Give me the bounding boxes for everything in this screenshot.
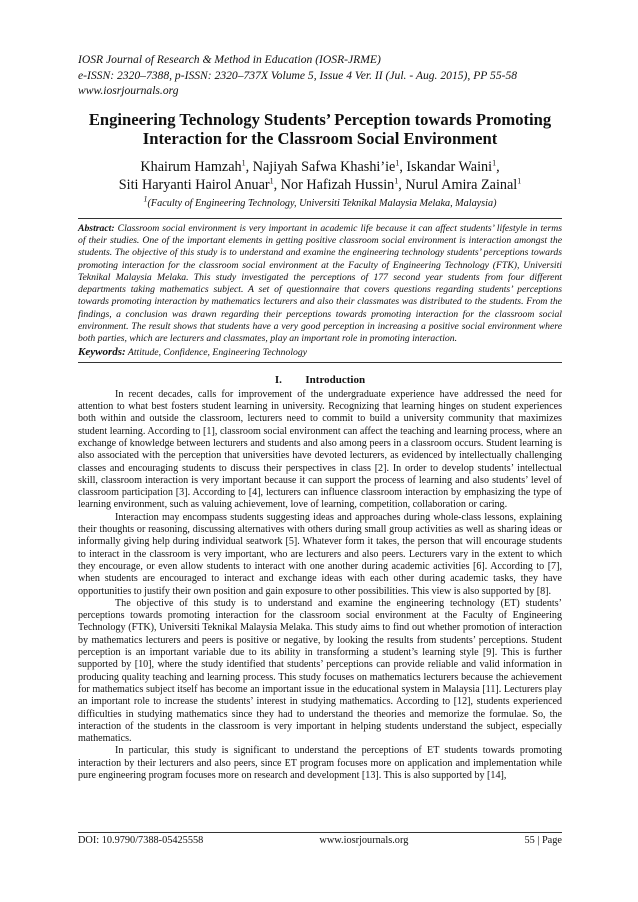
affiliation-text: (Faculty of Engineering Technology, Universiti Teknikal Malaysia Melaka, Malaysia) [147, 197, 497, 209]
author-name: Siti Haryanti Hairol Anuar [118, 177, 270, 194]
footer-page-number: 55 | Page [524, 835, 562, 846]
paper-page [78, 52, 562, 782]
separator: , [399, 158, 407, 175]
journal-header [78, 52, 562, 99]
journal-name: IOSR Journal of Research & Method in Education (IOSR-JRME) [78, 53, 381, 66]
affiliation-marker: 1 [395, 158, 400, 168]
title-line-1: Engineering Technology Students’ Perception towards Promoting [88, 109, 552, 129]
journal-url: www.iosrjournals.org [78, 84, 179, 98]
author-list [78, 158, 562, 195]
footer-rule [78, 832, 562, 833]
separator: , [398, 177, 406, 194]
affiliation-marker: 1 [241, 158, 246, 168]
page-footer [78, 834, 562, 847]
affiliation-marker: 1 [269, 176, 274, 186]
section-number: I. [274, 373, 282, 386]
abstract [78, 223, 562, 346]
keywords [78, 346, 562, 362]
title-line-2: Interaction for the Classroom Social Environment [142, 128, 498, 148]
affiliation-marker: 1 [492, 158, 497, 168]
section-title: Introduction [305, 373, 366, 386]
separator: , [245, 158, 253, 175]
separator: , [273, 177, 281, 194]
abstract-bottom-rule [78, 362, 562, 363]
affiliation-marker: 1 [143, 194, 148, 204]
abstract-top-rule [78, 218, 562, 219]
journal-issn: e-ISSN: 2320–7388, p-ISSN: 2320–737X Volume 5, Issue 4 Ver. II (Jul. - Aug. 2015), PP 55-58 [78, 68, 518, 82]
affiliation-marker: 1 [394, 176, 399, 186]
section-heading [78, 373, 562, 387]
affiliation-marker: 1 [517, 176, 522, 186]
author-name: Iskandar Waini [406, 158, 493, 175]
abstract-label: Abstract: [78, 222, 115, 234]
paragraph: The objective of this study is to understand and examine the engineering technology (ET) students’ perceptions towards promoting interaction for the classroom social environment at the Faculty of Engineering Technology (FTK), Universiti Teknikal Malaysia Melaka. This study aims to find out whether promotion of interaction by mathematics lecturers and peers is positive or negative, by looking the results from students’ perceptions. Student perception is an important variable due to its ability in transforming a student’s learning style [9]. This is further supported by [10], where the study identified that students’ perceptions can provide reliable and valid information in producing quality teaching and learning process. This study focuses on mathematics lecturers because the achievement for mathematics subject itself has become an important issue in the educational system in Malaysia [11]. Lecturers play an important role to increase the students’ interest in studying mathematics. According to [12], students experienced difficulties in studying mathematics since they had to understand the theories and memorize the formulae. So, the interaction of the students in the classroom is very important in helping students understand the subject, especially mathematics. [78, 597, 562, 745]
paragraph: In particular, this study is significant to understand the perceptions of ET students towards promoting interaction by their lecturers and also peers, since ET program focuses more on application and implementation while pure engineering program focuses more on research and development [13]. This is also supported by [14], [78, 745, 562, 781]
author-line-1 [78, 158, 562, 177]
body-text [78, 389, 562, 783]
author-line-2 [78, 176, 562, 195]
footer-doi: DOI: 10.9790/7388-05425558 [78, 835, 204, 846]
keywords-text: Attitude, Confidence, Engineering Technology [127, 347, 308, 359]
author-name: Khairum Hamzah [140, 158, 242, 175]
author-name: Nurul Amira Zainal [405, 177, 518, 194]
paragraph: In recent decades, calls for improvement of the undergraduate experience have addressed the need for attention to what best fosters student learning in university. Recognizing that learning hinges on student experiences both within and outside the classroom, lecturers need to commit to build a university community that maximizes student learning. According to [1], classroom social environment can affect the teaching and learning process, where an exchange of knowledge between lecturers and students and also among peers in a classroom occurs. Student learning is also associated with the perception that universities have devoted lecturers, as evidenced by intellectually challenging classes and encouraging students to discuss their perspectives in class [2]. In order to develop students’ intellectual skill, classroom interaction is very important because it can support the process of learning and also students’ level of classroom participation [3]. According to [4], lecturers can influence classroom interaction by emphasizing the type of learning environment, such as valuing achievement, love of learning, competition, collaboration or caring. [78, 388, 562, 511]
affiliation [78, 194, 562, 210]
footer-site: www.iosrjournals.org [319, 835, 409, 846]
paper-title [78, 110, 562, 148]
keywords-label: Keywords: [78, 346, 126, 359]
author-name: Nor Hafizah Hussin [280, 177, 395, 194]
paragraph: Interaction may encompass students suggesting ideas and approaches during whole-class lessons, explaining their thoughts or reasoning, discussing alternatives with others during small group activities as well as sharing ideas or informally giving help during individual seatwork [5]. Whatever form it takes, the person that will encourage students to interact in the classroom is very important, who are lecturers and also peers. Lecturers vary in the extent to which they encourage, or even allow students to interact with one another during academic activities [6]. According to [7], when students are encouraged to interact and exchange ideas with each other during academic tasks, they have opportunities to justify their own position and gain exposure to other possibilities. This view is also supported by [8]. [78, 511, 562, 597]
separator: , [496, 158, 500, 175]
author-name: Najiyah Safwa Khashi’ie [252, 158, 396, 175]
abstract-text: Classroom social environment is very important in academic life because it can affect students’ lifestyle in terms of their studies. One of the important elements in getting positive classroom social environment is interaction amongst the students. The objective of this study is to understand and examine the engineering technology students’ perceptions towards promoting interaction for the classroom social environment at the Faculty of Engineering Technology (FTK), Universiti Teknikal Malaysia Melaka. This study investigated the perceptions of 177 second year students from four different departments taking mathematics subject. A set of questionnaire that covers questions regarding students’ perceptions towards promoting interaction by mathematics lecturers and also their classmates was distributed to the students. From the findings, a conclusion was drawn regarding their perceptions towards promoting interaction for the classroom social environment. The result shows that students have a very good perception in increasing a positive social environment where both parties, which are lecturers and classmates, play an important role in promoting interaction. [78, 222, 562, 345]
